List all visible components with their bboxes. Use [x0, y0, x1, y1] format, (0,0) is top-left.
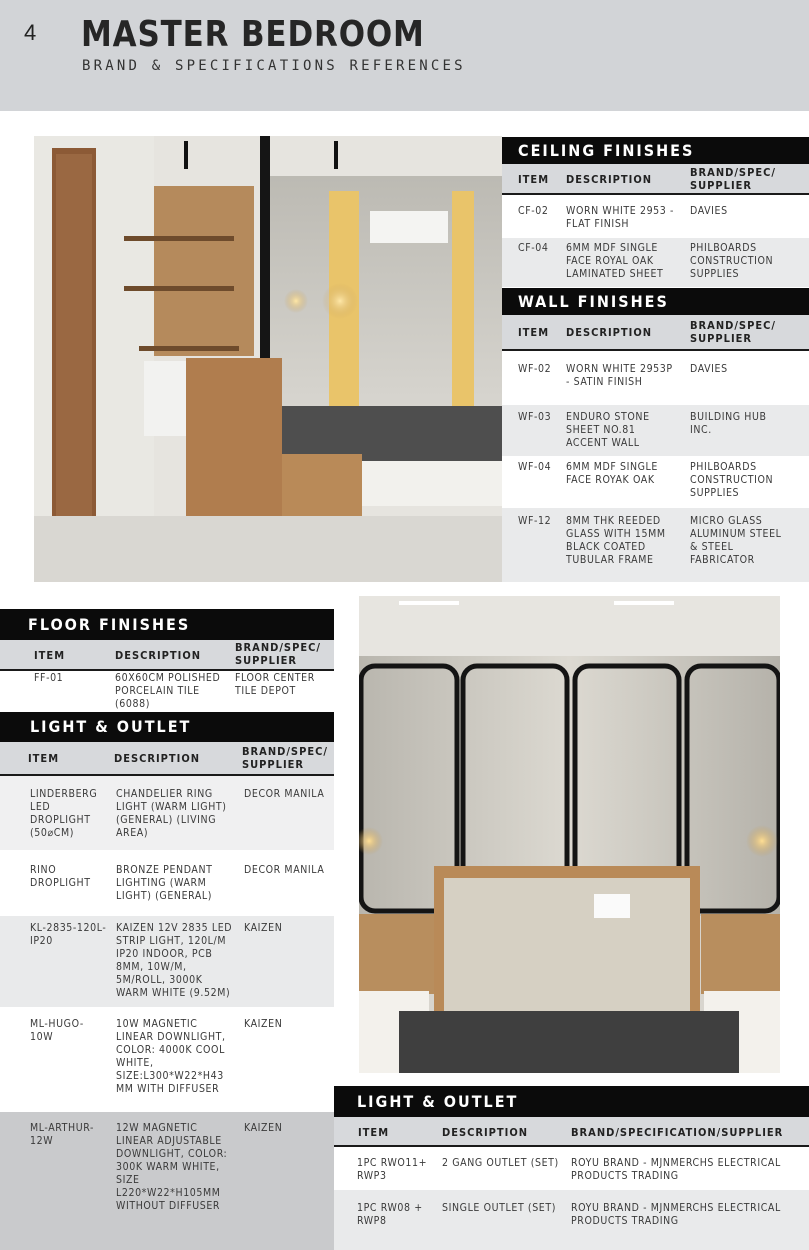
- table-row: [0, 1112, 334, 1250]
- cell-brand: BRAND/SPEC/ SUPPLIER: [242, 745, 328, 771]
- table-header: [334, 1117, 809, 1147]
- table-row: [0, 850, 334, 916]
- cell-description: DESCRIPTION: [566, 326, 653, 339]
- cell-description: WORN WHITE 2953 - FLAT FINISH: [566, 205, 675, 230]
- ceiling-finishes-title: CEILING FINISHES: [502, 137, 809, 164]
- ceiling-finishes-table: [502, 137, 809, 287]
- cell-brand: DAVIES: [690, 205, 728, 217]
- cell-item: RINO DROPLIGHT: [30, 864, 91, 889]
- bedroom-overview-photo: [34, 136, 502, 582]
- table-row: [334, 1190, 809, 1250]
- table-row: [502, 508, 809, 582]
- page-header: [0, 0, 809, 111]
- table-row: [0, 671, 334, 712]
- floor-finishes-table: [0, 609, 334, 712]
- cell-item: WF-03: [518, 411, 552, 423]
- cell-item: LINDERBERG LED DROPLIGHT (50⌀CM): [30, 788, 98, 839]
- cell-description: DESCRIPTION: [442, 1126, 529, 1139]
- cell-item: WF-04: [518, 461, 552, 473]
- cell-brand-long: BRAND/SPECIFICATION/SUPPLIER: [571, 1126, 784, 1139]
- cell-description: ENDURO STONE SHEET NO.81 ACCENT WALL: [566, 411, 650, 449]
- cell-description: DESCRIPTION: [114, 752, 201, 765]
- cell-item: ML-ARTHUR- 12W: [30, 1122, 95, 1147]
- cell-description: 6MM MDF SINGLE FACE ROYAL OAK LAMINATED SHEET: [566, 242, 664, 280]
- page-number: 4: [24, 20, 37, 45]
- cell-brand: PHILBOARDS CONSTRUCTION SUPPLIES: [690, 242, 774, 280]
- cell-item: ITEM: [358, 1126, 390, 1139]
- cell-item: FF-01: [34, 672, 64, 684]
- cell-description: DESCRIPTION: [115, 649, 202, 662]
- cell-item: CF-04: [518, 242, 549, 254]
- light-outlet-title: LIGHT & OUTLET: [0, 712, 334, 742]
- table-row: [0, 1007, 334, 1112]
- table-row: [502, 195, 809, 238]
- cell-brand: KAIZEN: [244, 922, 283, 934]
- cell-item: ML-HUGO- 10W: [30, 1018, 84, 1043]
- table-header: [0, 640, 334, 671]
- cell-item: ITEM: [518, 173, 550, 186]
- cell-brand: FLOOR CENTER TILE DEPOT: [235, 672, 315, 697]
- cell-brand: DAVIES: [690, 363, 728, 375]
- cell-brand: PHILBOARDS CONSTRUCTION SUPPLIES: [690, 461, 774, 499]
- table-row: [502, 238, 809, 287]
- cell-description: BRONZE PENDANT LIGHTING (WARM LIGHT) (GENERAL): [116, 864, 213, 902]
- table-header: [502, 164, 809, 195]
- cell-brand: MICRO GLASS ALUMINUM STEEL & STEEL FABRICATOR: [690, 515, 782, 566]
- page-title: MASTER BEDROOM: [81, 14, 425, 55]
- table-row: [0, 776, 334, 850]
- cell-item: WF-02: [518, 363, 552, 375]
- cell-item: ITEM: [34, 649, 66, 662]
- cell-description: CHANDELIER RING LIGHT (WARM LIGHT) (GENERAL) (LIVING AREA): [116, 788, 227, 839]
- cell-description: SINGLE OUTLET (SET): [442, 1202, 557, 1214]
- cell-description: 2 GANG OUTLET (SET): [442, 1157, 559, 1169]
- cell-brand: BUILDING HUB INC.: [690, 411, 767, 436]
- cell-item: 1PC RWO11+ RWP3: [357, 1157, 428, 1182]
- cell-description: 6MM MDF SINGLE FACE ROYAK OAK: [566, 461, 658, 486]
- cell-description: 10W MAGNETIC LINEAR DOWNLIGHT, COLOR: 4000K COOL WHITE, SIZE:L300*W22*H43 MM WITH DIFFUSER: [116, 1018, 226, 1095]
- table-row: [502, 456, 809, 508]
- wall-finishes-title: WALL FINISHES: [502, 288, 809, 315]
- cell-item: ITEM: [28, 752, 60, 765]
- cell-description: WORN WHITE 2953P - SATIN FINISH: [566, 363, 673, 388]
- cell-brand: ROYU BRAND - MJNMERCHS ELECTRICAL PRODUCTS TRADING: [571, 1202, 781, 1227]
- cell-item: WF-12: [518, 515, 552, 527]
- floor-finishes-title: FLOOR FINISHES: [0, 609, 334, 640]
- table-row: [502, 351, 809, 405]
- cell-brand: BRAND/SPEC/ SUPPLIER: [690, 319, 776, 345]
- cell-description: DESCRIPTION: [566, 173, 653, 186]
- light-outlet-title: LIGHT & OUTLET: [334, 1086, 809, 1117]
- cell-item: KL-2835-120L- IP20: [30, 922, 107, 947]
- cell-brand: ROYU BRAND - MJNMERCHS ELECTRICAL PRODUCTS TRADING: [571, 1157, 781, 1182]
- cell-description: 8MM THK REEDED GLASS WITH 15MM BLACK COATED TUBULAR FRAME: [566, 515, 666, 566]
- cell-brand: KAIZEN: [244, 1122, 283, 1134]
- table-row: [502, 405, 809, 456]
- table-header: [502, 315, 809, 351]
- cell-description: KAIZEN 12V 2835 LED STRIP LIGHT, 120L/M IP20 INDOOR, PCB 8MM, 10W/M, 5M/ROLL, 3000K WARM WHITE (9.52M): [116, 922, 233, 999]
- table-row: [0, 916, 334, 1007]
- table-header: [0, 742, 334, 776]
- cell-description: 60X60CM POLISHED PORCELAIN TILE (6088): [115, 672, 221, 710]
- light-outlet-table-right: [334, 1086, 809, 1250]
- page-subtitle: BRAND & SPECIFICATIONS REFERENCES: [82, 58, 466, 74]
- cell-brand: DECOR MANILA: [244, 788, 325, 800]
- cell-brand: BRAND/SPEC/ SUPPLIER: [690, 166, 776, 192]
- cell-brand: DECOR MANILA: [244, 864, 325, 876]
- cell-brand: BRAND/SPEC/ SUPPLIER: [235, 641, 321, 667]
- wall-finishes-table: [502, 288, 809, 582]
- cell-item: CF-02: [518, 205, 549, 217]
- cell-item: 1PC RW08 + RWP8: [357, 1202, 423, 1227]
- cell-item: ITEM: [518, 326, 550, 339]
- cell-description: 12W MAGNETIC LINEAR ADJUSTABLE DOWNLIGHT, COLOR: 300K WARM WHITE, SIZE L220*W22*H105MM WITHOUT DIFFUSER: [116, 1122, 228, 1212]
- light-outlet-table-left: [0, 712, 334, 1250]
- cell-brand: KAIZEN: [244, 1018, 283, 1030]
- bed-headboard-photo: [359, 596, 780, 1073]
- table-row: [334, 1147, 809, 1190]
